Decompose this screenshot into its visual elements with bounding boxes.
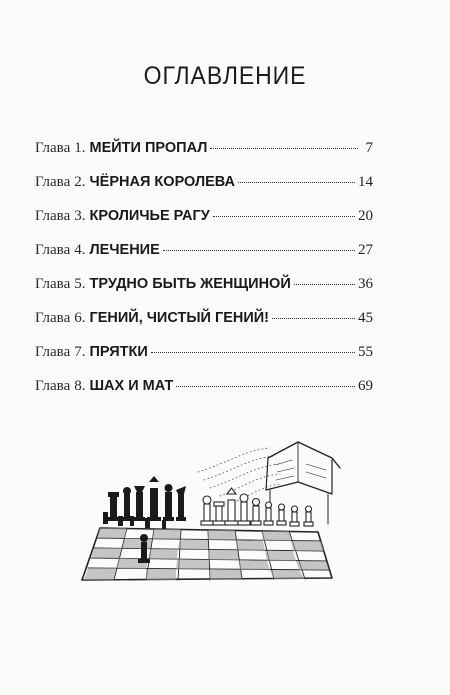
dot-leader [163, 250, 355, 251]
toc-entry-3[interactable] [35, 208, 373, 230]
chapter-number: 3. [74, 208, 86, 224]
chapter-title: ПРЯТКИ [89, 344, 148, 360]
chapter-number: 6. [74, 310, 86, 326]
chapter-title: МЕЙТИ ПРОПАЛ [89, 140, 208, 156]
toc-entry-6[interactable] [35, 310, 373, 332]
page-title: ОГЛАВЛЕНИЕ [143, 62, 307, 90]
dot-leader [210, 148, 358, 149]
toc-entry-5[interactable] [35, 276, 373, 298]
toc-entry-1[interactable] [35, 140, 373, 162]
chapter-word: Глава [35, 378, 71, 394]
toc-entry-7[interactable] [35, 344, 373, 366]
chapter-number: 1. [74, 140, 86, 156]
chapter-title: ЧЁРНАЯ КОРОЛЕВА [89, 174, 236, 190]
page-number: 27 [358, 242, 373, 258]
chapter-title: ЛЕЧЕНИЕ [89, 242, 160, 258]
dot-leader [213, 216, 355, 217]
chapter-word: Глава [35, 208, 71, 224]
page-number: 45 [358, 310, 373, 326]
dot-leader [238, 182, 355, 183]
chapter-title: ТРУДНО БЫТЬ ЖЕНЩИНОЙ [89, 276, 291, 292]
chapter-word: Глава [35, 242, 71, 258]
page-number: 69 [358, 378, 373, 394]
chapter-word: Глава [35, 310, 71, 326]
chapter-word: Глава [35, 276, 71, 292]
chapter-title: ГЕНИЙ, ЧИСТЫЙ ГЕНИЙ! [89, 310, 270, 326]
chapter-word: Глава [35, 344, 71, 360]
chapter-title: ШАХ И МАТ [89, 378, 174, 394]
page-number: 20 [358, 208, 373, 224]
toc-entry-4[interactable] [35, 242, 373, 264]
toc-entry-2[interactable] [35, 174, 373, 196]
dot-leader [176, 386, 355, 387]
chapter-number: 5. [74, 276, 86, 292]
page-number: 7 [365, 140, 373, 156]
dot-leader [294, 284, 355, 285]
chapter-number: 7. [74, 344, 86, 360]
page-number: 14 [358, 174, 373, 190]
page-number: 55 [358, 344, 373, 360]
page-number: 36 [358, 276, 373, 292]
chapter-number: 4. [74, 242, 86, 258]
chapter-word: Глава [35, 140, 71, 156]
chapter-word: Глава [35, 174, 71, 190]
chapter-number: 2. [74, 174, 86, 190]
dot-leader [272, 318, 355, 319]
chapter-title: КРОЛИЧЬЕ РАГУ [89, 208, 210, 224]
dot-leader [151, 352, 355, 353]
chapter-number: 8. [74, 378, 86, 394]
chessboard-tent-sketch-icon [70, 420, 360, 595]
toc-entry-8[interactable] [35, 378, 373, 400]
